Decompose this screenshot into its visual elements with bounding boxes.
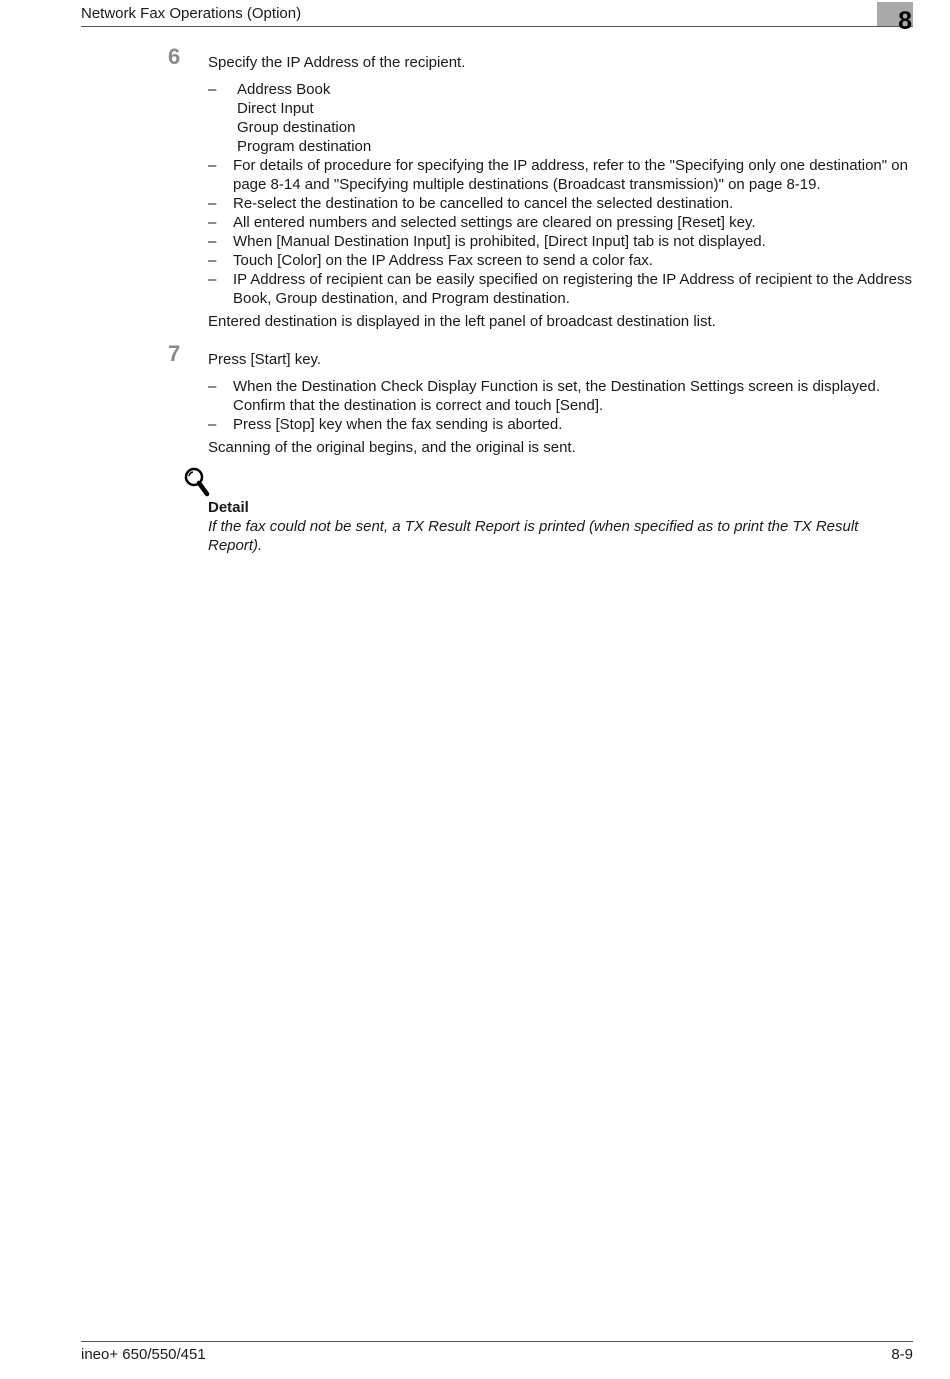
page-header-title: Network Fax Operations (Option) xyxy=(81,5,302,22)
note-item: IP Address of recipient can be easily specified on registering the IP Address of recipient to the Address Book, Group destination, and Program destination. xyxy=(233,271,913,307)
option-item: Direct Input xyxy=(237,100,314,117)
option-item: Address Book xyxy=(237,81,331,98)
header-divider xyxy=(81,26,913,27)
step-instruction: Specify the IP Address of the recipient. xyxy=(208,54,466,71)
bullet-dash: – xyxy=(208,378,217,395)
chapter-number: 8 xyxy=(898,7,912,35)
note-item: Press [Stop] key when the fax sending is aborted. xyxy=(233,416,563,433)
bullet-dash: – xyxy=(208,271,217,288)
detail-heading: Detail xyxy=(208,499,249,516)
step-instruction: Press [Start] key. xyxy=(208,351,322,368)
bullet-dash: – xyxy=(208,416,217,433)
footer-model: ineo+ 650/550/451 xyxy=(81,1346,206,1363)
option-item: Program destination xyxy=(237,138,372,155)
option-item: Group destination xyxy=(237,119,356,136)
note-item: For details of procedure for specifying the IP address, refer to the "Specifying only one destination" on page 8-14 and "Specifying multiple destinations (Broadcast transmission)" on page 8-19. xyxy=(233,157,908,193)
step-result: Entered destination is displayed in the left panel of broadcast destination list. xyxy=(208,313,716,330)
detail-text: If the fax could not be sent, a TX Result Report is printed (when specified as to print the TX Result Report). xyxy=(208,518,859,554)
note-item: When [Manual Destination Input] is prohibited, [Direct Input] tab is not displayed. xyxy=(233,233,766,250)
magnifier-icon xyxy=(184,467,210,497)
bullet-dash: – xyxy=(208,214,217,231)
bullet-dash: – xyxy=(208,195,217,212)
chapter-tab xyxy=(877,2,913,35)
note-item: When the Destination Check Display Function is set, the Destination Settings screen is displayed. Confirm that the destination is correct and touch [Send]. xyxy=(233,378,880,414)
note-item: Touch [Color] on the IP Address Fax screen to send a color fax. xyxy=(233,252,653,269)
bullet-dash: – xyxy=(208,252,217,269)
step-result: Scanning of the original begins, and the original is sent. xyxy=(208,439,576,456)
footer-page-number: 8-9 xyxy=(891,1346,913,1363)
footer-divider xyxy=(81,1341,913,1342)
bullet-dash: – xyxy=(208,157,217,174)
step-number: 7 xyxy=(168,341,181,366)
note-item: All entered numbers and selected settings are cleared on pressing [Reset] key. xyxy=(233,214,756,231)
note-item: Re-select the destination to be cancelled to cancel the selected destination. xyxy=(233,195,734,212)
step-number: 6 xyxy=(168,44,181,69)
bullet-dash: – xyxy=(208,233,217,250)
bullet-dash: – xyxy=(208,81,217,98)
